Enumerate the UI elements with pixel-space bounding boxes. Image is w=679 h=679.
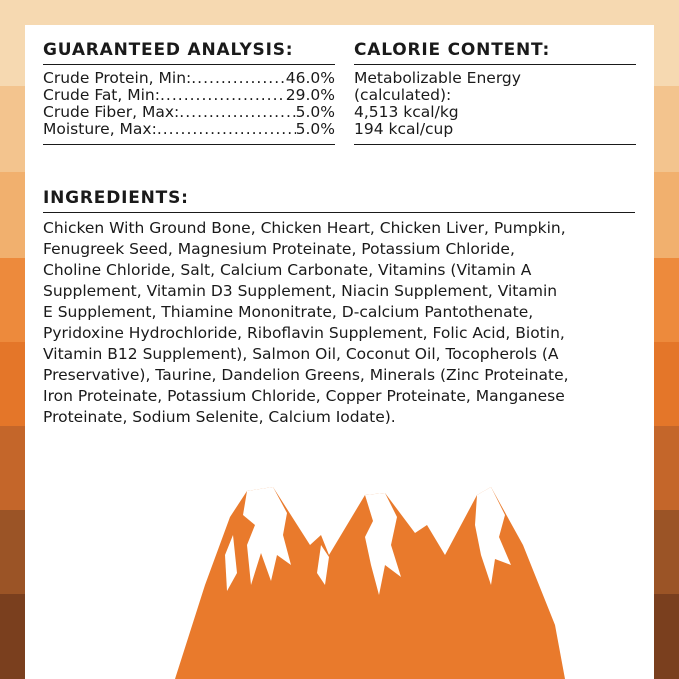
ingredients-line: E Supplement, Thiamine Mononitrate, D-calcium Pantothenate, (43, 303, 534, 321)
calorie-line: (calculated): (354, 86, 452, 104)
ingredients-line: Proteinate, Sodium Selenite, Calcium Iodate). (43, 408, 396, 426)
analysis-value: 5.0% (295, 103, 335, 121)
analysis-value: 29.0% (285, 86, 335, 104)
mountain-shape (175, 487, 565, 679)
ingredients-line: Supplement, Vitamin D3 Supplement, Niacin Supplement, Vitamin (43, 282, 558, 300)
ingredients-line: Pyridoxine Hydrochloride, Riboflavin Supplement, Folic Acid, Biotin, (43, 324, 565, 342)
mountain-illustration (25, 25, 654, 679)
ingredients-heading: INGREDIENTS: (43, 188, 635, 213)
ingredients-line: Iron Proteinate, Potassium Chloride, Copper Proteinate, Manganese (43, 387, 565, 405)
ingredients-line: Choline Chloride, Salt, Calcium Carbonate, Vitamins (Vitamin A (43, 261, 532, 279)
analysis-label: Crude Protein, Min: (43, 69, 192, 87)
analysis-heading: GUARANTEED ANALYSIS: (43, 40, 335, 65)
label-panel (25, 25, 654, 679)
analysis-label: Crude Fat, Min: (43, 86, 160, 104)
calorie-heading: CALORIE CONTENT: (354, 40, 636, 65)
ingredients-line: Fenugreek Seed, Magnesium Proteinate, Potassium Chloride, (43, 240, 515, 258)
ingredients-line: Vitamin B12 Supplement), Salmon Oil, Coconut Oil, Tocopherols (A (43, 345, 559, 363)
calorie-line: 4,513 kcal/kg (354, 103, 459, 121)
calorie-line: Metabolizable Energy (354, 69, 521, 87)
analysis-value: 46.0% (285, 69, 335, 87)
analysis-label: Crude Fiber, Max: (43, 103, 180, 121)
analysis-label: Moisture, Max: (43, 120, 157, 138)
analysis-value: 5.0% (295, 120, 335, 138)
calorie-line: 194 kcal/cup (354, 120, 454, 138)
ingredients-line: Chicken With Ground Bone, Chicken Heart, Chicken Liver, Pumpkin, (43, 219, 566, 237)
ingredients-line: Preservative), Taurine, Dandelion Greens, Minerals (Zinc Proteinate, (43, 366, 569, 384)
